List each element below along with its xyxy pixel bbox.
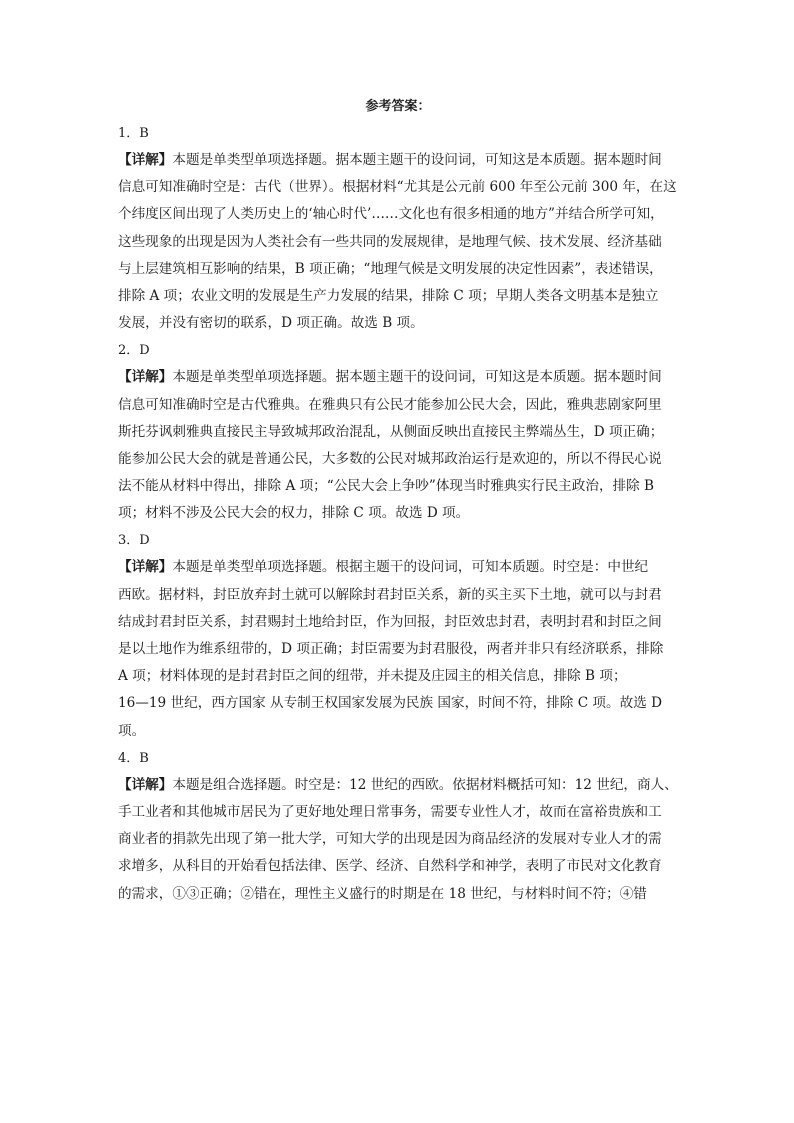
answer-item bbox=[118, 745, 678, 908]
explanation-text: 本题是组合选择题。时空是：12 世纪的西欧。依据材料概括可知：12 世纪，商人、 bbox=[172, 776, 678, 793]
explanation-text: 是以土地作为维系纽带的，D 项正确；封臣需要为封君服役，两者并非只有经济联系，排除 bbox=[118, 641, 664, 657]
explanation-line bbox=[118, 147, 678, 174]
explanation-line bbox=[118, 310, 678, 337]
explanation-line bbox=[118, 473, 678, 500]
explanation-text: 本题是单类型单项选择题。据本题主题干的设问词，可知这是本质题。据本题时间 bbox=[172, 152, 662, 168]
explanation-text: 求增多，从科目的开始看包括法律、医学、经济、自然科学和神学，表明了市民对文化教育 bbox=[118, 858, 662, 875]
question-number: 3．D bbox=[118, 533, 150, 549]
explanation-text: 16—19 世纪，西方国家 从专制王权国家发展为民族 国家，时间不符，排除 C 项。故选 D bbox=[118, 695, 663, 712]
explanation-tag: 【详解】 bbox=[118, 152, 173, 168]
explanation-line bbox=[118, 174, 678, 201]
explanation-line bbox=[118, 364, 678, 391]
explanation-line bbox=[118, 799, 678, 826]
explanation-tag: 【详解】 bbox=[118, 369, 173, 386]
explanation-line bbox=[118, 636, 678, 663]
explanation-text: 能参加公民大会的就是普通公民，大多数的公民对城邦政治运行是欢迎的，所以不得民心说 bbox=[118, 450, 662, 467]
explanation-text: 与上层建筑相互影响的结果，B 项正确；“地理气候是文明发展的决定性因素”，表述错误， bbox=[118, 260, 663, 277]
explanation-line bbox=[118, 392, 678, 419]
explanation-line bbox=[118, 772, 678, 799]
page-title: 参考答案： bbox=[365, 99, 431, 114]
explanation-line bbox=[118, 283, 678, 310]
explanation-text: 这些现象的出现是因为人类社会有一些共同的发展规律，是地理气候、技术发展、经济基础 bbox=[118, 233, 662, 250]
question-number: 2．D bbox=[118, 343, 150, 359]
explanation-text: 手工业者和其他城市居民为了更好地处理日常事务，需要专业性人才，故而在富裕贵族和工 bbox=[118, 803, 662, 820]
answer-sheet bbox=[118, 94, 678, 908]
explanation-line bbox=[118, 690, 678, 717]
answer-item bbox=[118, 527, 678, 744]
explanation-text: 法不能从材料中得出，排除 A 项；“公民大会上争吵”体现当时雅典实行民主政治，排除 B bbox=[118, 478, 655, 495]
explanation-line bbox=[118, 256, 678, 283]
answer-item bbox=[118, 337, 678, 527]
explanation-text: 项；材料不涉及公民大会的权力，排除 C 项。故选 D 项。 bbox=[118, 505, 470, 522]
explanation-text: 西欧。据材料，封臣放弃封土就可以解除封君封臣关系，新的买主买下土地，就可以与封君 bbox=[118, 586, 662, 603]
explanation-line bbox=[118, 201, 678, 228]
explanation-tag: 【详解】 bbox=[118, 559, 173, 576]
explanation-line bbox=[118, 609, 678, 636]
question-number: 4．B bbox=[118, 750, 149, 766]
explanation-text: 信息可知准确时空是古代雅典。在雅典只有公民才能参加公民大会，因此，雅典悲剧家阿里 bbox=[118, 396, 662, 413]
question-number: 1．B bbox=[118, 126, 149, 141]
answer-item bbox=[118, 120, 678, 337]
explanation-line bbox=[118, 229, 678, 256]
explanation-line bbox=[118, 446, 678, 473]
explanation-text: 排除 A 项；农业文明的发展是生产力发展的结果，排除 C 项；早期人类各文明基本是独立 bbox=[118, 287, 659, 304]
explanation-text: 发展，并没有密切的联系，D 项正确。故选 B 项。 bbox=[118, 315, 424, 332]
explanation-text: 信息可知准确时空是：古代（世界）。根据材料“尤其是公元前 600 年至公元前 300 年，在这 bbox=[118, 179, 677, 196]
explanation-tag: 【详解】 bbox=[118, 776, 173, 793]
explanation-line bbox=[118, 826, 678, 853]
explanation-line bbox=[118, 582, 678, 609]
explanation-line bbox=[118, 554, 678, 581]
answer-list bbox=[118, 120, 678, 908]
explanation-text: 本题是单类型单项选择题。据本题主题干的设问词，可知这是本质题。据本题时间 bbox=[172, 369, 662, 386]
explanation-line bbox=[118, 500, 678, 527]
explanation-line bbox=[118, 853, 678, 880]
explanation-text: 结成封君封臣关系，封君赐封土地给封臣，作为回报，封臣效忠封君，表明封君和封臣之间 bbox=[118, 613, 662, 630]
explanation-text: 的需求，①③正确；②错在，理性主义盛行的时期是在 18 世纪，与材料时间不符；④错 bbox=[118, 885, 647, 902]
explanation-text: 斯托芬讽刺雅典直接民主导致城邦政治混乱，从侧面反映出直接民主弊端丛生，D 项正确； bbox=[118, 423, 664, 440]
explanation-line bbox=[118, 881, 678, 908]
explanation-line bbox=[118, 718, 678, 745]
explanation-text: 商业者的捐款先出现了第一批大学，可知大学的出现是因为商品经济的发展对专业人才的需 bbox=[118, 831, 662, 848]
explanation-text: A 项；材料体现的是封君封臣之间的纽带，并未提及庄园主的相关信息，排除 B 项； bbox=[118, 668, 627, 685]
explanation-text: 个纬度区间出现了人类历史上的‘轴心时代’……文化也有很多相通的地方”并结合所学可知， bbox=[118, 206, 664, 223]
explanation-text: 本题是单类型单项选择题。根据主题干的设问词，可知本质题。时空是：中世纪 bbox=[172, 559, 649, 576]
explanation-text: 项。 bbox=[118, 722, 146, 739]
explanation-line bbox=[118, 419, 678, 446]
explanation-line bbox=[118, 663, 678, 690]
